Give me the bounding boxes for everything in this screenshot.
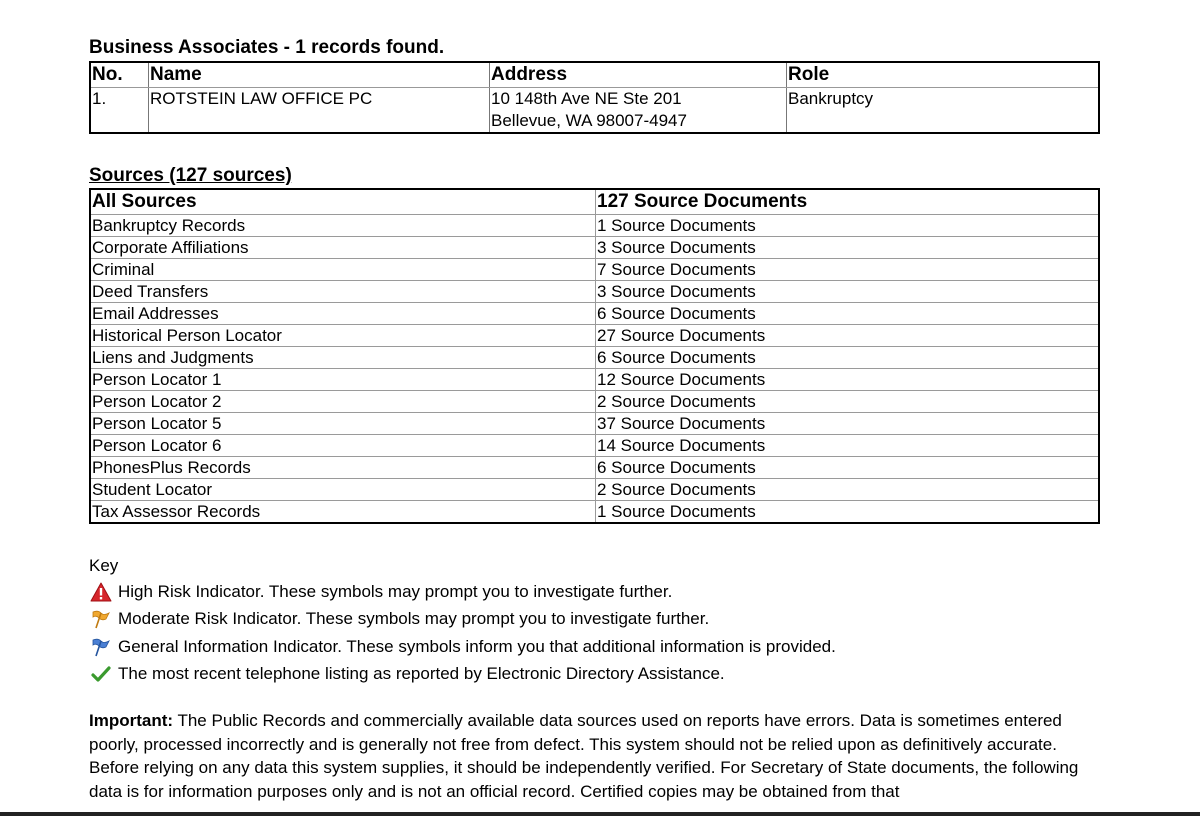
important-text: The Public Records and commercially available data sources used on reports have errors. Data is sometimes entered poorly, processed incorrectly and is generally not free from defect. This system should not be relied upon as definitively accurate. Before relying on any data this system supplies, it should be independently verified. For Secretary of State documents, the following data is for information purposes only and is not an official record. Certified copies may be obtained from that [89,711,1079,801]
sources-title [89,164,1100,188]
source-count: 3 Source Documents [596,237,1100,259]
key-item-checkmark [89,661,1100,689]
source-count: 1 Source Documents [596,215,1100,237]
source-label: Corporate Affiliations [90,237,596,259]
associate-role: Bankruptcy [787,88,1100,134]
all-sources-label: All Sources [90,189,596,215]
key-item-text: The most recent telephone listing as reported by Electronic Directory Assistance. [118,664,725,684]
sources-table [89,188,1100,524]
source-count: 12 Source Documents [596,369,1100,391]
source-label: Student Locator [90,479,596,501]
source-count: 3 Source Documents [596,281,1100,303]
moderate-risk-flag-icon [89,608,113,630]
key-item-high-risk [89,578,1100,606]
all-sources-count: 127 Source Documents [596,189,1100,215]
associate-address [490,88,787,134]
table-row [90,325,1099,347]
source-label: Liens and Judgments [90,347,596,369]
important-notice [89,709,1100,803]
source-label: PhonesPlus Records [90,457,596,479]
source-label: Deed Transfers [90,281,596,303]
associate-name: ROTSTEIN LAW OFFICE PC [149,88,490,134]
key-item-text: General Information Indicator. These symbols inform you that additional information is provided. [118,636,836,656]
source-label: Person Locator 1 [90,369,596,391]
source-label: Person Locator 5 [90,413,596,435]
source-label: Email Addresses [90,303,596,325]
table-row [90,479,1099,501]
page-bottom-divider [0,812,1200,816]
source-label: Historical Person Locator [90,325,596,347]
source-count: 1 Source Documents [596,501,1100,524]
key-item-moderate-risk [89,606,1100,634]
source-count: 2 Source Documents [596,391,1100,413]
source-count: 6 Source Documents [596,347,1100,369]
sources-title-text: Sources (127 sources) [89,165,292,186]
business-associates-title: Business Associates - 1 records found. [89,37,445,58]
address-line-2: Bellevue, WA 98007-4947 [491,111,687,130]
source-count: 14 Source Documents [596,435,1100,457]
table-header-row [90,62,1099,88]
table-row [90,391,1099,413]
table-row [90,259,1099,281]
source-label: Bankruptcy Records [90,215,596,237]
source-count: 6 Source Documents [596,303,1100,325]
key-legend [89,554,1100,688]
table-row [90,435,1099,457]
column-header-role: Role [787,62,1100,88]
source-label: Tax Assessor Records [90,501,596,524]
business-associates-table [89,61,1100,134]
source-label: Person Locator 6 [90,435,596,457]
associate-number: 1. [90,88,149,134]
checkmark-icon [89,663,113,685]
source-count: 6 Source Documents [596,457,1100,479]
table-row [90,303,1099,325]
general-info-flag-icon [89,636,113,658]
sources-header-row [90,189,1099,215]
table-row [90,281,1099,303]
source-count: 27 Source Documents [596,325,1100,347]
source-label: Person Locator 2 [90,391,596,413]
source-label: Criminal [90,259,596,281]
table-row [90,237,1099,259]
key-item-general-info [89,633,1100,661]
table-row [90,347,1099,369]
table-row [90,413,1099,435]
column-header-address: Address [490,62,787,88]
source-count: 37 Source Documents [596,413,1100,435]
source-count: 7 Source Documents [596,259,1100,281]
high-risk-warning-icon [89,581,113,603]
key-title: Key [89,556,119,575]
key-item-text: High Risk Indicator. These symbols may prompt you to investigate further. [118,581,673,601]
address-line-1: 10 148th Ave NE Ste 201 [491,89,682,108]
table-row [90,501,1099,524]
column-header-no: No. [90,62,149,88]
important-label: Important: [89,711,174,730]
source-count: 2 Source Documents [596,479,1100,501]
table-row [90,457,1099,479]
column-header-name: Name [149,62,490,88]
report-page [89,36,1100,803]
key-item-text: Moderate Risk Indicator. These symbols may prompt you to investigate further. [118,609,710,629]
table-row [90,369,1099,391]
table-row [90,215,1099,237]
table-row [90,88,1099,134]
